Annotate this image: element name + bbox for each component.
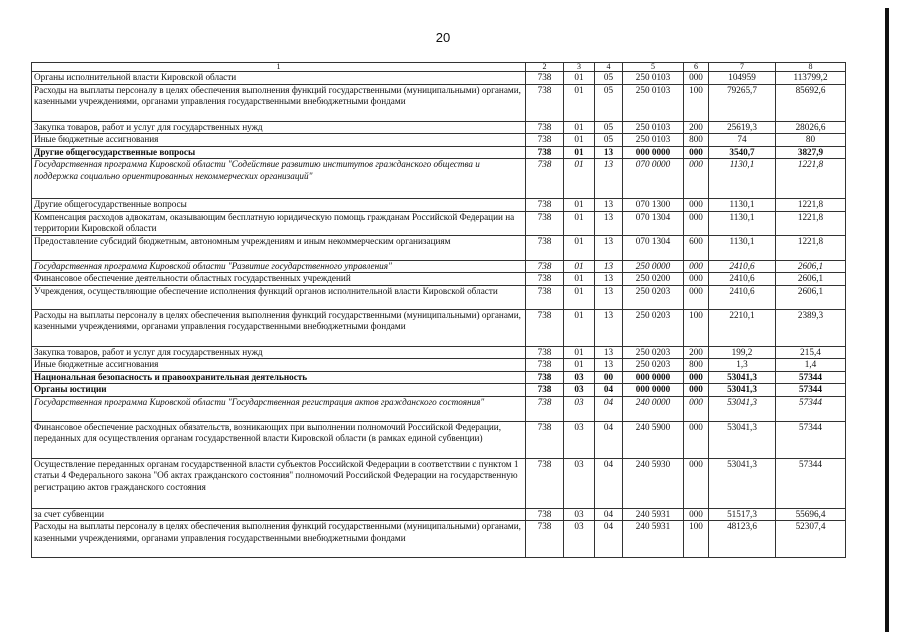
row-name-cell: Закупка товаров, работ и услуг для государственных нужд: [32, 346, 526, 359]
expense-type-cell: 800: [684, 134, 709, 147]
budget-table: [31, 62, 846, 558]
ministry-code-cell: 738: [526, 260, 564, 273]
section-cell: 01: [564, 84, 595, 121]
ministry-code-cell: 738: [526, 211, 564, 235]
expense-type-cell: 100: [684, 84, 709, 121]
amount-year2-cell: 85692,6: [776, 84, 846, 121]
target-article-cell: 250 0103: [623, 121, 684, 134]
row-name-cell: Органы исполнительной власти Кировской области: [32, 72, 526, 85]
row-name-cell: Другие общегосударственные вопросы: [32, 146, 526, 159]
subsection-cell: 13: [595, 159, 623, 199]
target-article-cell: 240 0000: [623, 396, 684, 421]
section-cell: 03: [564, 421, 595, 458]
amount-year2-cell: 1221,8: [776, 211, 846, 235]
row-name-cell: Иные бюджетные ассигнования: [32, 134, 526, 147]
amount-year1-cell: 25619,3: [709, 121, 776, 134]
section-cell: 01: [564, 260, 595, 273]
row-name-cell: Расходы на выплаты персоналу в целях обеспечения выполнения функций государственными (муниципальными) органами, казенными учреждениями, органами управления государственными внебюджетными фондами: [32, 521, 526, 558]
expense-type-cell: 000: [684, 199, 709, 212]
table-row: [32, 159, 846, 199]
section-cell: 03: [564, 521, 595, 558]
section-cell: 03: [564, 384, 595, 397]
subsection-cell: 05: [595, 84, 623, 121]
ministry-code-cell: 738: [526, 458, 564, 508]
header-cell: 2: [526, 63, 564, 72]
table-row: [32, 211, 846, 235]
expense-type-cell: 000: [684, 72, 709, 85]
expense-type-cell: 000: [684, 421, 709, 458]
amount-year1-cell: 199,2: [709, 346, 776, 359]
section-cell: 01: [564, 159, 595, 199]
target-article-cell: 250 0103: [623, 134, 684, 147]
target-article-cell: 250 0000: [623, 260, 684, 273]
amount-year2-cell: 1221,8: [776, 199, 846, 212]
expense-type-cell: 200: [684, 121, 709, 134]
subsection-cell: 04: [595, 421, 623, 458]
amount-year2-cell: 28026,6: [776, 121, 846, 134]
table-row: [32, 521, 846, 558]
row-name-cell: Расходы на выплаты персоналу в целях обеспечения выполнения функций государственными (муниципальными) органами, казенными учреждениями, органами управления государственными внебюджетными фондами: [32, 309, 526, 346]
amount-year2-cell: 57344: [776, 458, 846, 508]
amount-year1-cell: 1130,1: [709, 235, 776, 260]
section-cell: 01: [564, 72, 595, 85]
target-article-cell: 250 0203: [623, 285, 684, 309]
subsection-cell: 05: [595, 134, 623, 147]
target-article-cell: 250 0203: [623, 309, 684, 346]
ministry-code-cell: 738: [526, 371, 564, 384]
table-row: [32, 384, 846, 397]
section-cell: 01: [564, 235, 595, 260]
table-row: [32, 84, 846, 121]
expense-type-cell: 100: [684, 521, 709, 558]
target-article-cell: 240 5931: [623, 508, 684, 521]
amount-year1-cell: 53041,3: [709, 458, 776, 508]
expense-type-cell: 000: [684, 458, 709, 508]
amount-year2-cell: 80: [776, 134, 846, 147]
amount-year2-cell: 55696,4: [776, 508, 846, 521]
table-row: [32, 146, 846, 159]
ministry-code-cell: 738: [526, 396, 564, 421]
section-cell: 01: [564, 134, 595, 147]
target-article-cell: 070 1304: [623, 235, 684, 260]
subsection-cell: 13: [595, 346, 623, 359]
ministry-code-cell: 738: [526, 384, 564, 397]
header-cell: 1: [32, 63, 526, 72]
table-row: [32, 121, 846, 134]
expense-type-cell: 000: [684, 211, 709, 235]
amount-year2-cell: 52307,4: [776, 521, 846, 558]
table-row: [32, 309, 846, 346]
amount-year2-cell: 57344: [776, 384, 846, 397]
row-name-cell: Государственная программа Кировской области "Содействие развитию институтов гражданского общества и поддержка социально ориентированных некоммерческих организаций": [32, 159, 526, 199]
target-article-cell: 250 0200: [623, 273, 684, 286]
table-row: [32, 458, 846, 508]
ministry-code-cell: 738: [526, 273, 564, 286]
amount-year2-cell: 2606,1: [776, 260, 846, 273]
section-cell: 01: [564, 121, 595, 134]
page-edge-bar: [885, 8, 889, 632]
target-article-cell: 250 0203: [623, 346, 684, 359]
section-cell: 01: [564, 285, 595, 309]
section-cell: 03: [564, 458, 595, 508]
amount-year2-cell: 113799,2: [776, 72, 846, 85]
target-article-cell: 000 0000: [623, 146, 684, 159]
target-article-cell: 070 1304: [623, 211, 684, 235]
header-cell: 5: [623, 63, 684, 72]
section-cell: 01: [564, 273, 595, 286]
subsection-cell: 13: [595, 199, 623, 212]
table-row: [32, 134, 846, 147]
ministry-code-cell: 738: [526, 421, 564, 458]
ministry-code-cell: 738: [526, 359, 564, 372]
ministry-code-cell: 738: [526, 159, 564, 199]
subsection-cell: 05: [595, 72, 623, 85]
ministry-code-cell: 738: [526, 521, 564, 558]
row-name-cell: Осуществление переданных органам государственной власти субъектов Российской Федерации в соответствии с пунктом 1 статьи 4 Федерального закона "Об актах гражданского состояния" полномочий Российской Федерации на государственную регистрацию актов гражданского состояния: [32, 458, 526, 508]
subsection-cell: 13: [595, 260, 623, 273]
row-name-cell: Финансовое обеспечение расходных обязательств, возникающих при выполнении полномочий Российской Федерации, переданных для осуществления органам государственной власти Кировской области (в рамках единой субвенции): [32, 421, 526, 458]
target-article-cell: 240 5931: [623, 521, 684, 558]
section-cell: 03: [564, 396, 595, 421]
amount-year1-cell: 104959: [709, 72, 776, 85]
subsection-cell: 13: [595, 235, 623, 260]
subsection-cell: 13: [595, 273, 623, 286]
expense-type-cell: 000: [684, 146, 709, 159]
section-cell: 01: [564, 146, 595, 159]
subsection-cell: 04: [595, 458, 623, 508]
ministry-code-cell: 738: [526, 235, 564, 260]
row-name-cell: Органы юстиции: [32, 384, 526, 397]
amount-year2-cell: 2606,1: [776, 273, 846, 286]
subsection-cell: 04: [595, 384, 623, 397]
row-name-cell: Расходы на выплаты персоналу в целях обеспечения выполнения функций государственными (муниципальными) органами, казенными учреждениями, органами управления государственными внебюджетными фондами: [32, 84, 526, 121]
target-article-cell: 000 0000: [623, 371, 684, 384]
subsection-cell: 05: [595, 121, 623, 134]
row-name-cell: Национальная безопасность и правоохранительная деятельность: [32, 371, 526, 384]
ministry-code-cell: 738: [526, 346, 564, 359]
ministry-code-cell: 738: [526, 72, 564, 85]
section-cell: 03: [564, 508, 595, 521]
subsection-cell: 00: [595, 371, 623, 384]
subsection-cell: 04: [595, 508, 623, 521]
subsection-cell: 13: [595, 309, 623, 346]
expense-type-cell: 000: [684, 508, 709, 521]
expense-type-cell: 200: [684, 346, 709, 359]
header-cell: 6: [684, 63, 709, 72]
amount-year1-cell: 48123,6: [709, 521, 776, 558]
table-row: [32, 273, 846, 286]
amount-year2-cell: 2389,3: [776, 309, 846, 346]
table-row: [32, 260, 846, 273]
ministry-code-cell: 738: [526, 146, 564, 159]
expense-type-cell: 000: [684, 371, 709, 384]
row-name-cell: Финансовое обеспечение деятельности областных государственных учреждений: [32, 273, 526, 286]
table-row: [32, 396, 846, 421]
section-cell: 03: [564, 371, 595, 384]
table-header-row: [32, 63, 846, 72]
amount-year2-cell: 2606,1: [776, 285, 846, 309]
amount-year1-cell: 1130,1: [709, 211, 776, 235]
header-cell: 7: [709, 63, 776, 72]
amount-year2-cell: 57344: [776, 421, 846, 458]
section-cell: 01: [564, 211, 595, 235]
row-name-cell: Закупка товаров, работ и услуг для государственных нужд: [32, 121, 526, 134]
amount-year1-cell: 1130,1: [709, 159, 776, 199]
table-row: [32, 359, 846, 372]
amount-year1-cell: 3540,7: [709, 146, 776, 159]
amount-year2-cell: 215,4: [776, 346, 846, 359]
table-row: [32, 346, 846, 359]
table-row: [32, 72, 846, 85]
ministry-code-cell: 738: [526, 134, 564, 147]
subsection-cell: 13: [595, 359, 623, 372]
target-article-cell: 070 0000: [623, 159, 684, 199]
target-article-cell: 250 0103: [623, 84, 684, 121]
header-cell: 4: [595, 63, 623, 72]
page-number: 20: [435, 30, 451, 45]
section-cell: 01: [564, 346, 595, 359]
target-article-cell: 250 0203: [623, 359, 684, 372]
target-article-cell: 000 0000: [623, 384, 684, 397]
amount-year1-cell: 53041,3: [709, 396, 776, 421]
amount-year2-cell: 1221,8: [776, 235, 846, 260]
target-article-cell: 070 1300: [623, 199, 684, 212]
row-name-cell: Компенсация расходов адвокатам, оказывающим бесплатную юридическую помощь гражданам Российской Федерации на территории Кировской области: [32, 211, 526, 235]
subsection-cell: 13: [595, 146, 623, 159]
row-name-cell: Предоставление субсидий бюджетным, автономным учреждениям и иным некоммерческим организациям: [32, 235, 526, 260]
section-cell: 01: [564, 359, 595, 372]
header-cell: 3: [564, 63, 595, 72]
expense-type-cell: 000: [684, 396, 709, 421]
amount-year1-cell: 2410,6: [709, 273, 776, 286]
amount-year1-cell: 2410,6: [709, 285, 776, 309]
row-name-cell: за счет субвенции: [32, 508, 526, 521]
amount-year1-cell: 1130,1: [709, 199, 776, 212]
header-cell: 8: [776, 63, 846, 72]
amount-year1-cell: 53041,3: [709, 384, 776, 397]
expense-type-cell: 000: [684, 384, 709, 397]
table-row: [32, 371, 846, 384]
ministry-code-cell: 738: [526, 199, 564, 212]
amount-year1-cell: 51517,3: [709, 508, 776, 521]
subsection-cell: 13: [595, 285, 623, 309]
table-row: [32, 235, 846, 260]
table-row: [32, 285, 846, 309]
row-name-cell: Иные бюджетные ассигнования: [32, 359, 526, 372]
amount-year2-cell: 1,4: [776, 359, 846, 372]
ministry-code-cell: 738: [526, 84, 564, 121]
amount-year1-cell: 74: [709, 134, 776, 147]
subsection-cell: 04: [595, 521, 623, 558]
row-name-cell: Государственная программа Кировской области "Развитие государственного управления": [32, 260, 526, 273]
section-cell: 01: [564, 199, 595, 212]
subsection-cell: 13: [595, 211, 623, 235]
expense-type-cell: 000: [684, 260, 709, 273]
amount-year1-cell: 79265,7: [709, 84, 776, 121]
amount-year2-cell: 3827,9: [776, 146, 846, 159]
table-row: [32, 508, 846, 521]
amount-year2-cell: 57344: [776, 371, 846, 384]
row-name-cell: Государственная программа Кировской области "Государственная регистрация актов гражданского состояния": [32, 396, 526, 421]
row-name-cell: Учреждения, осуществляющие обеспечение исполнения функций органов исполнительной власти Кировской области: [32, 285, 526, 309]
amount-year2-cell: 57344: [776, 396, 846, 421]
section-cell: 01: [564, 309, 595, 346]
target-article-cell: 240 5900: [623, 421, 684, 458]
subsection-cell: 04: [595, 396, 623, 421]
target-article-cell: 250 0103: [623, 72, 684, 85]
expense-type-cell: 600: [684, 235, 709, 260]
amount-year1-cell: 2410,6: [709, 260, 776, 273]
target-article-cell: 240 5930: [623, 458, 684, 508]
row-name-cell: Другие общегосударственные вопросы: [32, 199, 526, 212]
table-row: [32, 421, 846, 458]
expense-type-cell: 000: [684, 273, 709, 286]
amount-year1-cell: 53041,3: [709, 371, 776, 384]
ministry-code-cell: 738: [526, 508, 564, 521]
amount-year2-cell: 1221,8: [776, 159, 846, 199]
amount-year1-cell: 2210,1: [709, 309, 776, 346]
ministry-code-cell: 738: [526, 285, 564, 309]
ministry-code-cell: 738: [526, 309, 564, 346]
amount-year1-cell: 1,3: [709, 359, 776, 372]
amount-year1-cell: 53041,3: [709, 421, 776, 458]
expense-type-cell: 800: [684, 359, 709, 372]
expense-type-cell: 100: [684, 309, 709, 346]
expense-type-cell: 000: [684, 159, 709, 199]
table-row: [32, 199, 846, 212]
expense-type-cell: 000: [684, 285, 709, 309]
ministry-code-cell: 738: [526, 121, 564, 134]
